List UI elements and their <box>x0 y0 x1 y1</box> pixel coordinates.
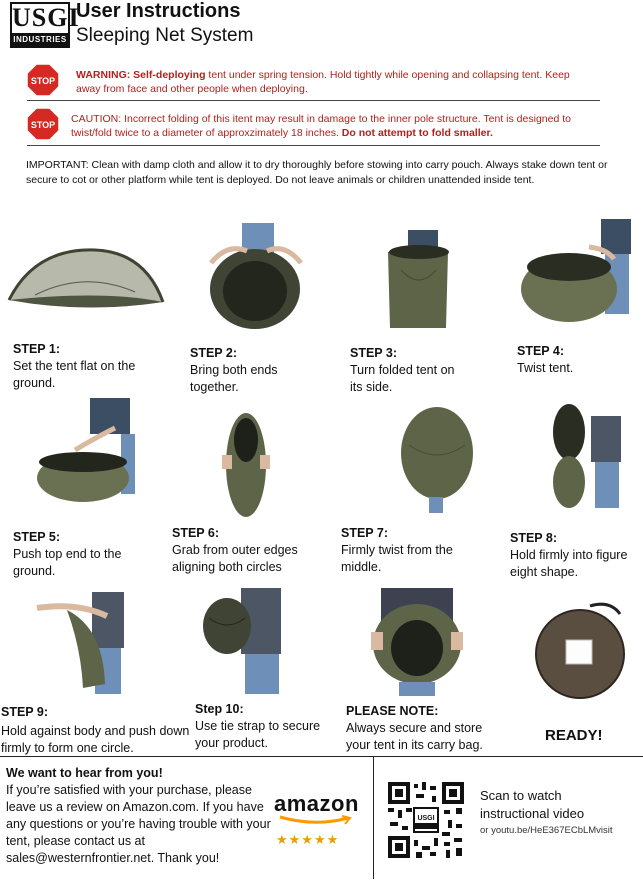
logo-sub-text: INDUSTRIES <box>13 35 67 44</box>
step-label: STEP 7: <box>341 526 389 540</box>
step-2 <box>190 345 300 396</box>
step7-photo <box>399 405 475 513</box>
stop-sign-icon <box>27 64 59 96</box>
step-text: Bring both ends together. <box>190 363 278 394</box>
step-7 <box>341 525 491 576</box>
warning-body: tent under spring tension. Hold tightly while opening and collapsing tent. Keep away from face and other people when deploying. <box>76 69 570 95</box>
step-text: Grab from outer edges aligning both circles <box>172 543 298 574</box>
note-photo <box>371 586 463 696</box>
rating-stars: ★★★★★ <box>276 832 340 847</box>
step-label: STEP 3: <box>350 346 398 360</box>
warning-label: WARNING: <box>76 69 131 81</box>
stop-sign-text: STOP <box>30 76 56 86</box>
step-label: STEP 4: <box>517 344 565 358</box>
step1-photo <box>5 240 167 315</box>
warning-bold: Self-deploying <box>133 69 206 81</box>
step-10 <box>195 701 330 752</box>
step-text: Firmly twist from the middle. <box>341 543 453 574</box>
step-label: Step 10: <box>195 702 244 716</box>
step-text: Push top end to the ground. <box>13 547 122 578</box>
step-label: STEP 5: <box>13 530 61 544</box>
caution-body: Incorrect folding of this itent may result in damage to the inner pole structure. Tent is designed to twist/fold twice to a diameter of approxzimately 18 inches. <box>71 113 571 139</box>
carry-bag-photo <box>530 600 630 700</box>
step-text: Hold firmly into figure eight shape. <box>510 548 628 579</box>
step-text: Always secure and store your tent in its carry bag. <box>346 721 483 752</box>
step-label: STEP 2: <box>190 346 238 360</box>
divider <box>27 100 600 101</box>
step-label: STEP 6: <box>172 526 220 540</box>
footer-divider <box>373 757 374 879</box>
step-5 <box>13 529 133 580</box>
step-4 <box>517 343 627 377</box>
usgi-logo <box>10 2 80 48</box>
ready-label: READY! <box>545 727 603 744</box>
step-text: Turn folded tent on its side. <box>350 363 455 394</box>
step-label: STEP 1: <box>13 342 61 356</box>
step-text: Set the tent flat on the ground. <box>13 359 136 390</box>
step-label: STEP 8: <box>510 531 558 545</box>
footer-body-text: If you’re satisfied with your purchase, please leave us a review on Amazon.com. If you have any questions or you’re having trouble with your tent, please contact us at <box>6 783 271 848</box>
footer-body-end: . Thank you! <box>150 851 220 865</box>
stop-sign-text: STOP <box>30 120 56 130</box>
caution-label: CAUTION: <box>71 113 122 125</box>
step-3 <box>350 345 460 396</box>
amazon-smile-icon <box>278 815 354 825</box>
caution-text <box>71 112 581 140</box>
video-url-link[interactable]: or youtu.be/HeE367ECbLMvisit <box>480 825 613 836</box>
step-label: PLEASE NOTE: <box>346 704 439 718</box>
step-6 <box>172 525 322 576</box>
stop-sign-icon <box>27 108 59 140</box>
qr-code-icon[interactable] <box>386 780 466 860</box>
page-title: User Instructions <box>76 0 241 22</box>
step6-photo <box>222 410 270 520</box>
step-text: Hold against body and push down firmly to form one circle. <box>1 724 190 755</box>
step3-photo <box>386 230 452 330</box>
step8-photo <box>551 402 628 510</box>
qr-logo-text: USGI <box>417 815 435 822</box>
scan-instruction: Scan to watch instructional video <box>480 788 585 821</box>
footer-body <box>6 782 281 867</box>
logo-main-text: USGI <box>12 3 80 32</box>
step-text: Twist tent. <box>517 361 574 375</box>
step9-photo <box>37 588 127 694</box>
step10-photo <box>201 588 283 694</box>
contact-email-link[interactable]: sales@westernfrontier.net <box>6 851 151 865</box>
step-8 <box>510 530 642 581</box>
step-label: STEP 9: <box>1 705 49 719</box>
step2-photo <box>207 223 305 328</box>
step-text: Use tie strap to secure your product. <box>195 719 321 750</box>
amazon-logo-text: amazon <box>274 791 359 816</box>
please-note <box>346 703 506 754</box>
warning-text <box>76 68 576 96</box>
divider <box>27 145 600 146</box>
amazon-logo <box>274 791 359 817</box>
page-subtitle: Sleeping Net System <box>76 25 254 46</box>
step4-photo <box>519 219 634 324</box>
footer-heading: We want to hear from you! <box>6 766 163 780</box>
step-1 <box>13 341 143 392</box>
caution-bold: Do not attempt to fold smaller. <box>341 127 493 139</box>
important-notice: IMPORTANT: Clean with damp cloth and allow it to dry thoroughly before stowing into carry pouch. Always stake down tent or secure to cot or other platform while tent is deployed. Do not leave animals or children unattended inside tent. <box>26 159 608 186</box>
step5-photo <box>35 398 143 504</box>
step-9 <box>1 704 191 757</box>
